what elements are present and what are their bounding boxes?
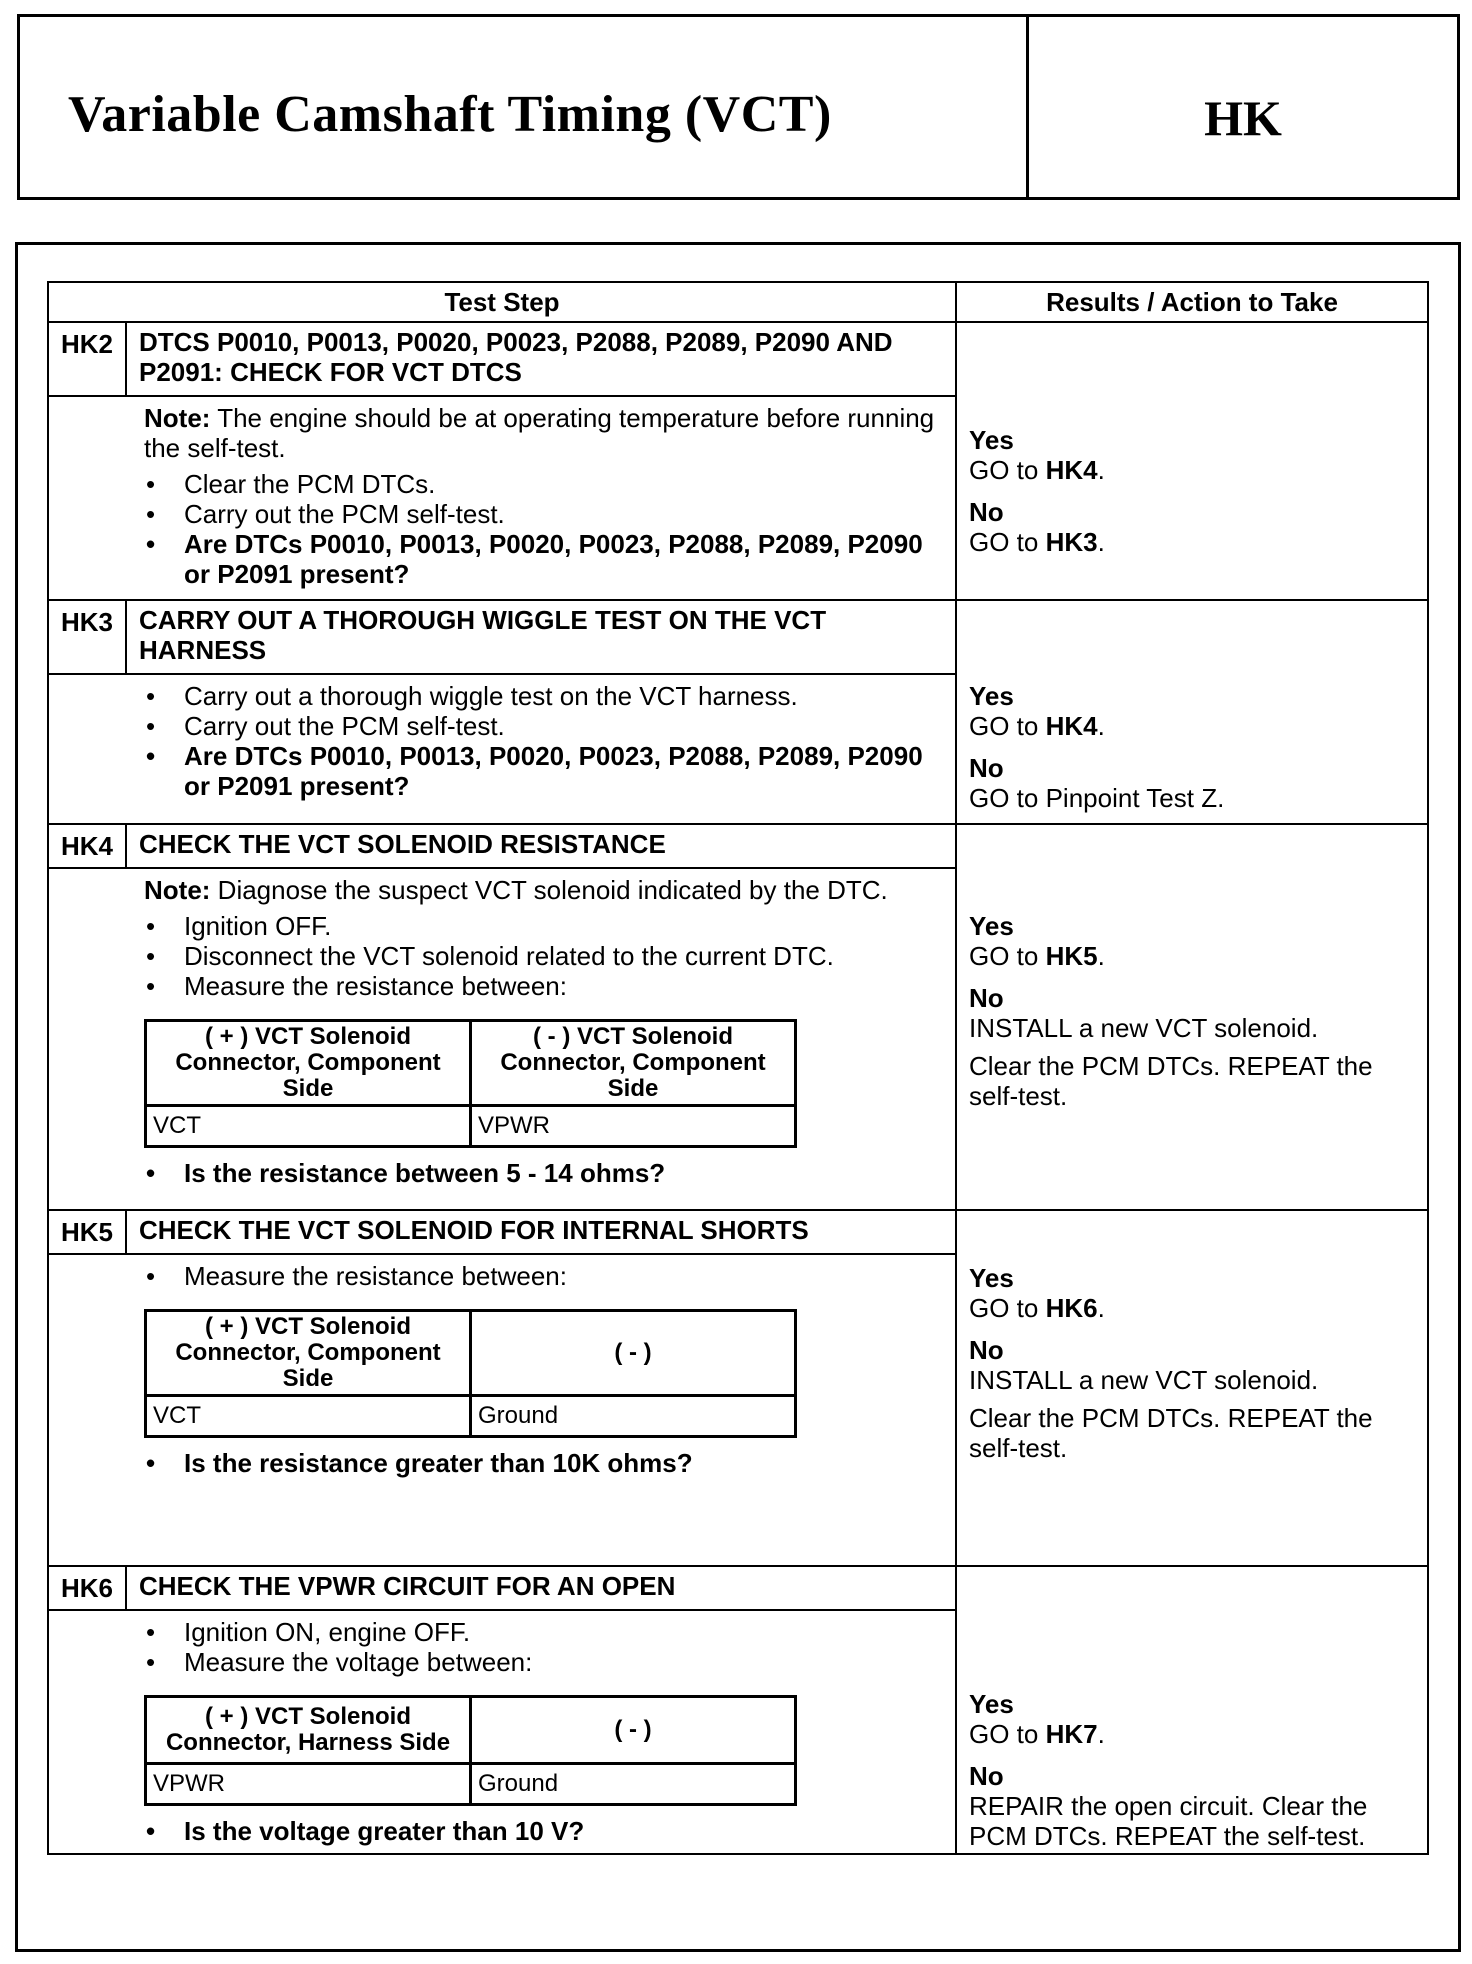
no-action: GO to HK3. — [969, 527, 1105, 557]
list-item: • Ignition OFF. — [144, 911, 943, 941]
negative-terminal-header: ( - ) — [471, 1697, 796, 1764]
yes-action: GO to HK6. — [969, 1293, 1105, 1323]
goto-hk6-link[interactable]: HK6 — [1045, 1293, 1098, 1323]
step-bullets — [144, 911, 943, 1001]
yes-label: Yes — [969, 681, 1014, 711]
positive-terminal-value: VCT — [146, 1396, 471, 1437]
goto-hk4-link[interactable]: HK4 — [1045, 455, 1098, 485]
positive-terminal-header: ( + ) VCT Solenoid Connector, Component Side — [146, 1021, 471, 1106]
negative-terminal-value: Ground — [471, 1764, 796, 1805]
note: Note: Diagnose the suspect VCT solenoid indicated by the DTC. — [144, 875, 888, 905]
step-id-hk2: HK2 — [48, 322, 126, 396]
negative-terminal-header: ( - ) VCT Solenoid Connector, Component Side — [471, 1021, 796, 1106]
step-bullets — [144, 1261, 943, 1291]
list-item: • Ignition ON, engine OFF. — [144, 1617, 943, 1647]
section-code: HK — [1204, 90, 1282, 146]
goto-hk4-link[interactable]: HK4 — [1045, 711, 1098, 741]
no-label: No — [969, 753, 1004, 783]
step-id-hk6: HK6 — [48, 1566, 126, 1610]
results-hk6 — [956, 1566, 1428, 1854]
table-header-row — [48, 282, 1428, 322]
no-label: No — [969, 497, 1004, 527]
step-content-hk6 — [48, 1610, 956, 1854]
step-bullets — [144, 681, 943, 801]
negative-terminal-header: ( - ) — [471, 1311, 796, 1396]
yes-action: GO to HK5. — [969, 941, 1105, 971]
yes-label: Yes — [969, 425, 1014, 455]
positive-terminal-value: VCT — [146, 1106, 471, 1147]
yes-label: Yes — [969, 1689, 1014, 1719]
step-hk6-title-row — [48, 1566, 1428, 1610]
measurement-table — [144, 1309, 797, 1438]
yes-action: GO to HK4. — [969, 455, 1105, 485]
results-hk5 — [956, 1210, 1428, 1566]
negative-terminal-value: VPWR — [471, 1106, 796, 1147]
positive-terminal-header: ( + ) VCT Solenoid Connector, Component Side — [146, 1311, 471, 1396]
list-item: • Measure the resistance between: — [144, 1261, 943, 1291]
list-item: • Clear the PCM DTCs. — [144, 469, 943, 499]
no-label: No — [969, 1335, 1004, 1365]
no-action: INSTALL a new VCT solenoid. — [969, 1013, 1319, 1043]
results-hk3 — [956, 600, 1428, 824]
list-item: • Carry out a thorough wiggle test on the VCT harness. — [144, 681, 943, 711]
no-action: REPAIR the open circuit. Clear the PCM DTCs. REPEAT the self-test. — [969, 1791, 1368, 1851]
step-question: • Are DTCs P0010, P0013, P0020, P0023, P2088, P2089, P2090 or P2091 present? — [144, 741, 943, 801]
list-item: • Measure the resistance between: — [144, 971, 943, 1001]
list-item: • Carry out the PCM self-test. — [144, 711, 943, 741]
step-question: • Is the resistance greater than 10K ohms? — [144, 1448, 943, 1478]
no-action-2: Clear the PCM DTCs. REPEAT the self-test. — [969, 1403, 1373, 1463]
step-title-hk6: CHECK THE VPWR CIRCUIT FOR AN OPEN — [126, 1566, 956, 1610]
yes-label: Yes — [969, 1263, 1014, 1293]
measurement-table — [144, 1019, 797, 1148]
step-content-hk2 — [48, 396, 956, 600]
yes-action: GO to HK7. — [969, 1719, 1105, 1749]
step-bullets — [144, 1816, 943, 1846]
step-id-hk3: HK3 — [48, 600, 126, 674]
positive-terminal-value: VPWR — [146, 1764, 471, 1805]
results-header: Results / Action to Take — [956, 282, 1428, 322]
no-label: No — [969, 1761, 1004, 1791]
step-title-hk2: DTCS P0010, P0013, P0020, P0023, P2088, P2089, P2090 AND P2091: CHECK FOR VCT DTCS — [126, 322, 956, 396]
step-content-hk4 — [48, 868, 956, 1210]
step-hk4-title-row — [48, 824, 1428, 868]
results-hk2 — [956, 322, 1428, 600]
page-header — [17, 14, 1460, 200]
no-action-2: Clear the PCM DTCs. REPEAT the self-test. — [969, 1051, 1373, 1111]
test-step-header: Test Step — [48, 282, 956, 322]
goto-hk7-link[interactable]: HK7 — [1045, 1719, 1098, 1749]
yes-action: GO to HK4. — [969, 711, 1105, 741]
step-title-hk4: CHECK THE VCT SOLENOID RESISTANCE — [126, 824, 956, 868]
step-content-hk5 — [48, 1254, 956, 1566]
goto-hk3-link[interactable]: HK3 — [1045, 527, 1098, 557]
step-hk5-title-row — [48, 1210, 1428, 1254]
note: Note: The engine should be at operating temperature before running the self-test. — [144, 403, 935, 463]
step-content-hk3 — [48, 674, 956, 824]
pinpoint-test-table — [47, 281, 1429, 1855]
yes-label: Yes — [969, 911, 1014, 941]
step-question: • Are DTCs P0010, P0013, P0020, P0023, P2088, P2089, P2090 or P2091 present? — [144, 529, 943, 589]
list-item: • Disconnect the VCT solenoid related to the current DTC. — [144, 941, 943, 971]
no-action: INSTALL a new VCT solenoid. — [969, 1365, 1319, 1395]
list-item: • Measure the voltage between: — [144, 1647, 943, 1677]
no-label: No — [969, 983, 1004, 1013]
step-bullets — [144, 1158, 943, 1188]
step-question: • Is the voltage greater than 10 V? — [144, 1816, 943, 1846]
step-bullets — [144, 1617, 943, 1677]
step-bullets — [144, 1448, 943, 1478]
results-hk4 — [956, 824, 1428, 1210]
step-bullets — [144, 469, 943, 589]
step-title-hk5: CHECK THE VCT SOLENOID FOR INTERNAL SHORTS — [126, 1210, 956, 1254]
measurement-table — [144, 1695, 797, 1806]
no-action: GO to Pinpoint Test Z. — [969, 783, 1225, 813]
step-question: • Is the resistance between 5 - 14 ohms? — [144, 1158, 943, 1188]
step-id-hk4: HK4 — [48, 824, 126, 868]
step-hk3-title-row — [48, 600, 1428, 674]
list-item: • Carry out the PCM self-test. — [144, 499, 943, 529]
goto-hk5-link[interactable]: HK5 — [1045, 941, 1098, 971]
step-id-hk5: HK5 — [48, 1210, 126, 1254]
step-hk2-title-row — [48, 322, 1428, 396]
step-title-hk3: CARRY OUT A THOROUGH WIGGLE TEST ON THE VCT HARNESS — [126, 600, 956, 674]
negative-terminal-value: Ground — [471, 1396, 796, 1437]
positive-terminal-header: ( + ) VCT Solenoid Connector, Harness Side — [146, 1697, 471, 1764]
page-title: Variable Camshaft Timing (VCT) — [68, 86, 832, 143]
